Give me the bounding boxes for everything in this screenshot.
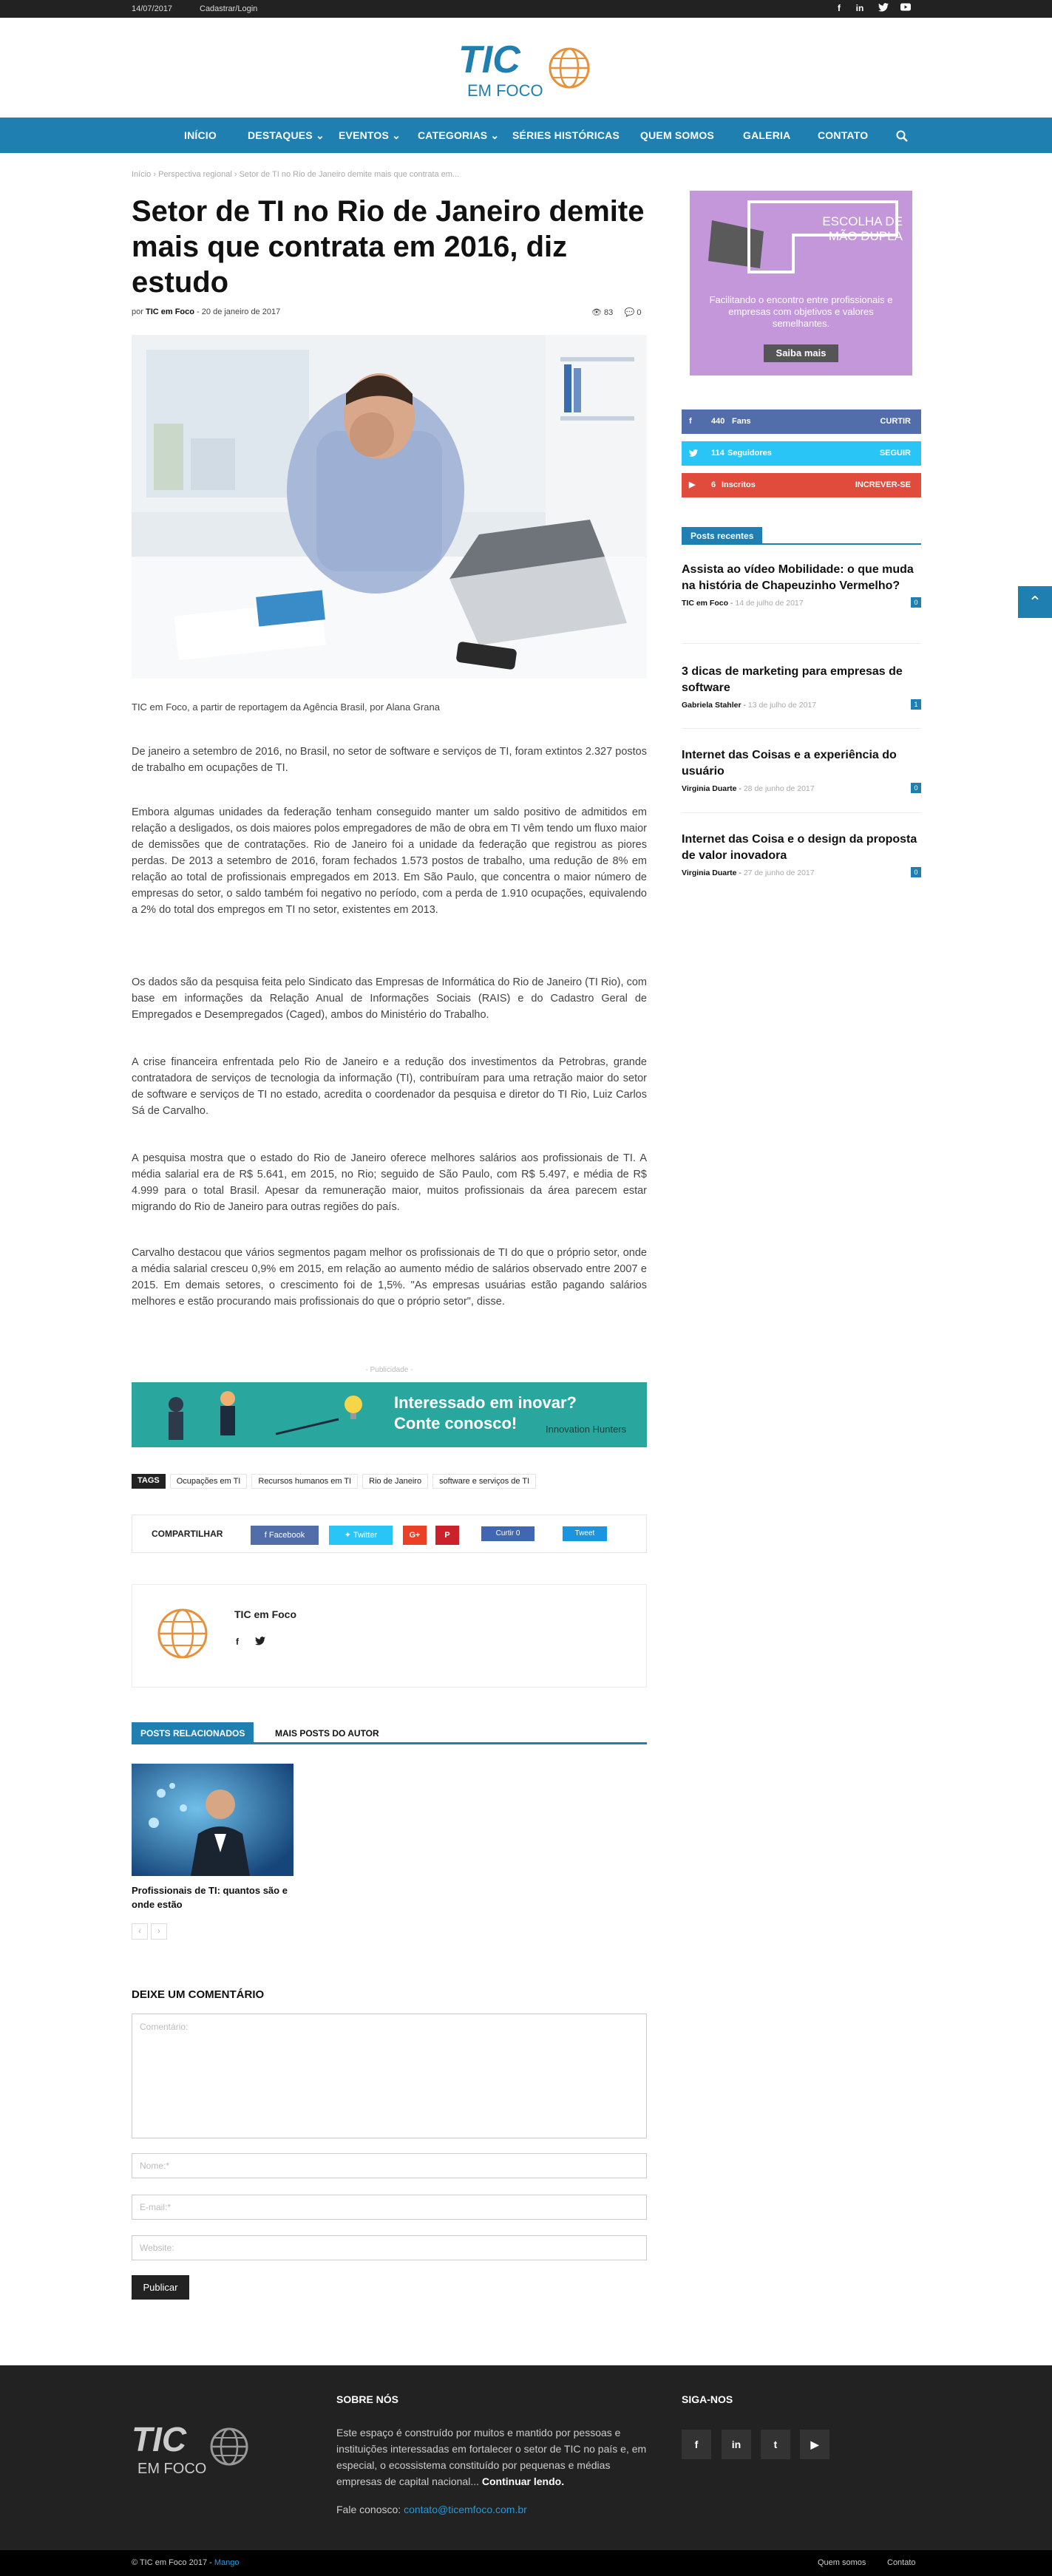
publish-button[interactable]: Publicar — [132, 2275, 189, 2300]
facebook-icon[interactable]: f — [236, 1637, 239, 1647]
youtube-counter[interactable] — [682, 473, 921, 497]
recent-post-comment-count[interactable]: 0 — [911, 867, 921, 877]
footer-logo-text: TIC — [132, 2420, 187, 2458]
nav-categorias-label: CATEGORIAS — [418, 129, 488, 141]
linkedin-icon[interactable]: in — [855, 3, 864, 13]
top-bar — [0, 0, 1052, 18]
footer-link-contato[interactable]: Contato — [887, 2558, 916, 2567]
share-gplus-button[interactable]: G+ — [403, 1526, 427, 1545]
facebook-counter[interactable] — [682, 409, 921, 434]
recent-post-item: Assista ao vídeo Mobilidade: o que muda na história de Chapeuzinho Vermelho? TIC em Foco - 14 de julho de 2017 0 — [682, 562, 921, 608]
twitter-icon — [689, 441, 698, 466]
name-field[interactable]: Nome:* — [132, 2153, 647, 2178]
recent-post-date: 28 de junho de 2017 — [743, 784, 815, 793]
publish-date: 20 de janeiro de 2017 — [201, 307, 281, 316]
chevron-down-icon: ⌄ — [392, 129, 401, 141]
followers-label: Seguidores — [727, 449, 772, 458]
article-paragraph: De janeiro a setembro de 2016, no Brasil, no setor de software e serviços de TI, foram extintos 2.327 postos de trabalho em ocupações de TI. — [132, 746, 647, 774]
view-count: 83 — [604, 308, 614, 317]
comment-textarea[interactable]: Comentário: — [132, 2013, 647, 2138]
prev-page-button[interactable]: ‹ — [132, 1923, 148, 1940]
recent-post-title[interactable]: Internet das Coisa e o design da proposta de valor inovadora — [682, 833, 917, 862]
eye-icon: 👁 — [591, 308, 602, 317]
globe-icon — [211, 2429, 247, 2464]
back-to-top-button[interactable] — [1018, 586, 1052, 618]
comment-heading: DEIXE UM COMENTÁRIO — [132, 1988, 265, 2001]
youtube-icon[interactable] — [899, 3, 912, 15]
related-post-image[interactable] — [132, 1764, 293, 1876]
fans-label: Fans — [732, 417, 751, 426]
share-facebook-button[interactable] — [251, 1526, 319, 1545]
contact-email-link[interactable] — [404, 2504, 527, 2515]
footer-about-title: SOBRE NÓS — [336, 2393, 399, 2405]
login-link[interactable]: Cadastrar/Login — [200, 4, 258, 13]
footer-about-text — [336, 2424, 647, 2490]
facebook-icon: f — [689, 417, 692, 426]
facebook-icon[interactable]: f — [838, 3, 841, 13]
recent-post-title[interactable]: Internet das Coisas e a experiência do usuário — [682, 749, 897, 778]
recent-post-comment-count[interactable]: 0 — [911, 597, 921, 608]
twitter-icon[interactable] — [877, 3, 890, 15]
article-hero-image — [132, 335, 647, 679]
globe-icon — [153, 1601, 212, 1660]
ad-headline: Interessado em inovar? — [394, 1393, 577, 1412]
recent-post-author[interactable]: Gabriela Stahler — [682, 701, 742, 710]
recent-post-item: 3 dicas de marketing para empresas de software Gabriela Stahler - 13 de julho de 2017 1 — [682, 664, 921, 710]
chevron-up-icon: ⌃ — [1028, 593, 1042, 611]
nav-destaques-label: DESTAQUES — [248, 129, 313, 141]
comment-count[interactable]: 0 — [637, 308, 642, 317]
chevron-down-icon: ⌄ — [315, 129, 325, 141]
subscribe-action[interactable]: INCREVER-SE — [855, 480, 911, 489]
author-name[interactable]: TIC em Foco — [234, 1608, 297, 1620]
subscribers-count: 6 — [711, 480, 716, 489]
footer-about-body: Este espaço é construído por muitos e mantido por pessoas e instituições interessadas em fortalecer o setor de TIC no país e, em especial, o ecossistema constituído por pequenas e médias empresas de capital nacional... — [336, 2427, 647, 2487]
breadcrumb-category[interactable]: Perspectiva regional — [158, 170, 232, 179]
tab-more-by-author[interactable]: MAIS POSTS DO AUTOR — [275, 1728, 379, 1739]
nav-eventos[interactable] — [339, 118, 401, 153]
article-paragraph: Carvalho destacou que vários segmentos pagam melhor os profissionais de TI do que o próprio setor, onde a média salarial cresceu 0,9% em 2015, em relação ao aumento médio de salários observado entre 2007 e 2015. Em demais setores, o crescimento foi de 1,5%. "As empresas usuárias estão pagando salários melhores e estão procurando mais profissionais do que o próprio setor", disse. — [132, 1247, 647, 1308]
nav-galeria[interactable]: GALERIA — [743, 129, 791, 141]
divider — [682, 728, 921, 729]
copyright — [132, 2558, 239, 2567]
logo-subtext: EM FOCO — [467, 81, 543, 100]
recent-posts-header — [682, 527, 921, 545]
share-label: COMPARTILHAR — [152, 1529, 223, 1539]
nav-quem-somos[interactable]: QUEM SOMOS — [640, 129, 715, 141]
facebook-icon: f — [264, 1531, 269, 1540]
share-twitter-button[interactable] — [329, 1526, 393, 1545]
tag-item[interactable]: Ocupações em TI — [170, 1474, 248, 1489]
breadcrumb-separator: › — [153, 170, 159, 179]
recent-post-item: Internet das Coisa e o design da proposta de valor inovadora Virginia Duarte - 27 de junho de 2017 0 — [682, 832, 921, 877]
share-facebook-label: Facebook — [268, 1531, 305, 1540]
ad-banner[interactable] — [132, 1382, 647, 1447]
divider — [682, 812, 921, 813]
article-stats — [591, 307, 641, 317]
website-field[interactable]: Website: — [132, 2235, 647, 2260]
recent-post-date: 13 de julho de 2017 — [747, 701, 817, 710]
author-avatar — [153, 1601, 212, 1660]
meta-separator: - — [197, 307, 202, 316]
credit-link[interactable]: Mango — [214, 2558, 240, 2567]
tweet-button[interactable]: Tweet — [563, 1526, 607, 1541]
followers-count: 114 — [711, 449, 724, 458]
chevron-down-icon: ⌄ — [490, 129, 500, 141]
share-bar — [132, 1515, 647, 1553]
contact-label: Fale conosco: — [336, 2504, 401, 2515]
footer-link-quem-somos[interactable]: Quem somos — [818, 2558, 866, 2567]
ad-brand: Innovation Hunters — [546, 1424, 627, 1435]
article-paragraph: A crise financeira enfrentada pelo Rio de Janeiro e a redução dos investimentos da Petrobras, grande contratadora de serviços de tecnologia da informação (TI), contribuíram para uma retração maior do setor de software e serviços de TI no estado, acredita o coordenador da pesquisa e diretor do TI Rio, Luiz Carlos Sá de Carvalho. — [132, 1056, 647, 1117]
recent-post-date: 14 de julho de 2017 — [735, 599, 804, 608]
main-nav — [0, 118, 1052, 153]
footer-follow-title: SIGA-NOS — [682, 2393, 733, 2405]
recent-post-date: 27 de junho de 2017 — [743, 869, 815, 877]
article-title: Setor de TI no Rio de Janeiro demite mais que contrata em 2016, diz estudo — [132, 195, 645, 299]
tag-item[interactable]: Recursos humanos em TI — [251, 1474, 358, 1489]
footer-logo[interactable] — [132, 2417, 257, 2481]
breadcrumb-current: Setor de TI no Rio de Janeiro demite mais que contrata em... — [239, 170, 460, 179]
tags-label: TAGS — [132, 1474, 166, 1489]
ad-subheadline: Conte conosco! — [394, 1414, 517, 1433]
recent-post-author[interactable]: Virginia Duarte — [682, 869, 737, 877]
ad-title-line1: ESCOLHA DE — [822, 214, 903, 228]
nav-destaques[interactable] — [248, 118, 325, 153]
site-logo[interactable] — [458, 37, 599, 101]
facebook-like-button[interactable]: Curtir 0 — [481, 1526, 535, 1541]
recent-post-author[interactable]: TIC em Foco — [682, 599, 729, 608]
bottom-bar — [0, 2550, 1052, 2576]
subscribers-label: Inscritos — [722, 480, 756, 489]
byline-prefix: por — [132, 307, 143, 316]
comment-icon: 💬 — [624, 308, 635, 317]
tag-item[interactable]: software e serviços de TI — [432, 1474, 536, 1489]
author-box — [132, 1584, 647, 1688]
breadcrumb-separator: › — [234, 170, 240, 179]
ad-cta-button[interactable]: Saiba mais — [764, 344, 838, 362]
nav-eventos-label: EVENTOS — [339, 129, 390, 141]
facebook-icon[interactable]: f — [682, 2430, 711, 2459]
footer-logo-subtext: EM FOCO — [138, 2461, 207, 2477]
like-action[interactable]: CURTIR — [880, 417, 911, 426]
twitter-icon[interactable]: t — [761, 2430, 790, 2459]
breadcrumb-home[interactable]: Início — [132, 170, 152, 179]
recent-post-title[interactable]: 3 dicas de marketing para empresas de software — [682, 665, 903, 694]
author-link[interactable]: TIC em Foco — [145, 307, 194, 316]
recent-post-comment-count[interactable]: 1 — [911, 699, 921, 710]
tag-list — [132, 1474, 536, 1489]
article-meta — [132, 307, 280, 316]
email-field[interactable]: E-mail:* — [132, 2195, 647, 2220]
twitter-counter[interactable] — [682, 441, 921, 466]
share-twitter-label: Twitter — [353, 1531, 378, 1540]
divider — [682, 643, 921, 644]
contact-email: contato@ticemfoco.com.br — [404, 2504, 527, 2515]
follow-action[interactable]: SEGUIR — [879, 449, 911, 458]
fans-count: 440 — [711, 417, 725, 426]
nav-series-historicas[interactable]: SÉRIES HISTÓRICAS — [512, 129, 620, 141]
nav-categorias[interactable] — [418, 118, 499, 153]
copyright-text: © TIC em Foco 2017 - — [132, 2558, 212, 2567]
sidebar-ad[interactable] — [690, 191, 912, 375]
nav-inicio[interactable]: INÍCIO — [184, 129, 217, 141]
twitter-icon[interactable] — [255, 1637, 265, 1648]
next-page-button[interactable]: › — [151, 1923, 167, 1940]
footer-contact — [336, 2504, 527, 2515]
recent-posts-title: Posts recentes — [682, 527, 762, 545]
article-paragraph: Embora algumas unidades da federação tenham conseguido manter um saldo positivo de admitidos em relação a desligados, os dois maiores polos empregadores de mão de obra em TI vêm tendo um fluxo maior de demissões que de contratações. Rio de Janeiro foi a unidade da federação que registrou as piores perdas. De 2013 a setembro de 2016, foram fechados 1.573 postos de trabalho, uma redução de 8% em relação ao total de profissionais empregados em 2013. Em São Paulo, que concentra o maior número de empresas do setor, o saldo também foi negativo no período, com a perda de 1.910 ocupações, equivalendo a 2% do total dos empregos em TI no setor, existentes em 2013. — [132, 806, 647, 916]
twitter-icon: ✦ — [344, 1531, 353, 1540]
recent-post-title[interactable]: Assista ao vídeo Mobilidade: o que muda na história de Chapeuzinho Vermelho? — [682, 563, 914, 592]
read-more-link[interactable]: Continuar lendo. — [481, 2475, 565, 2487]
ad-title-line2: MÃO DUPLA — [828, 229, 903, 243]
article-paragraph: Os dados são da pesquisa feita pelo Sindicato das Empresas de Informática do Rio de Janeiro (TI Rio), com base em informações da Relação Anual de Informações Sociais (RAIS) e do Cadastro Geral de Empregados e Desempregados (Caged), ambos do Ministério do Trabalho. — [132, 976, 647, 1021]
share-pinterest-button[interactable]: P — [435, 1526, 459, 1545]
linkedin-icon[interactable]: in — [722, 2430, 751, 2459]
ad-label: - Publicidade - — [365, 1366, 413, 1374]
tab-related-posts[interactable]: POSTS RELACIONADOS — [132, 1722, 254, 1744]
tag-item[interactable]: Rio de Janeiro — [362, 1474, 428, 1489]
current-date: 14/07/2017 — [132, 4, 173, 13]
recent-post-author[interactable]: Virginia Duarte — [682, 784, 737, 793]
youtube-icon: ▶ — [689, 480, 696, 489]
recent-post-item: Internet das Coisas e a experiência do usuário Virginia Duarte - 28 de junho de 2017 0 — [682, 747, 921, 793]
related-post-title[interactable]: Profissionais de TI: quantos são e onde estão — [132, 1885, 288, 1910]
search-icon[interactable] — [896, 118, 908, 153]
image-caption: TIC em Foco, a partir de reportagem da Agência Brasil, por Alana Grana — [132, 701, 440, 713]
breadcrumb — [132, 170, 459, 179]
ad-text: Facilitando o encontro entre profissionais e empresas com objetivos e valores semelhantes. — [709, 294, 893, 329]
logo-text: TIC — [458, 38, 520, 81]
nav-contato[interactable]: CONTATO — [818, 129, 869, 141]
globe-icon — [550, 49, 588, 87]
article-paragraph: A pesquisa mostra que o estado do Rio de Janeiro oferece melhores salários aos profissionais de TI. A média salarial era de R$ 5.641, em 2015, no Rio; seguido de São Paulo, com R$ 5.497, e média de R$ 4.999 para o total Brasil. Apesar da remuneração maior, muitos profissionais da área parecem estar migrando do Rio de Janeiro para outras regiões do país. — [132, 1152, 647, 1213]
recent-post-comment-count[interactable]: 0 — [911, 783, 921, 793]
youtube-icon[interactable]: ▶ — [800, 2430, 829, 2459]
related-tabs — [132, 1722, 647, 1744]
